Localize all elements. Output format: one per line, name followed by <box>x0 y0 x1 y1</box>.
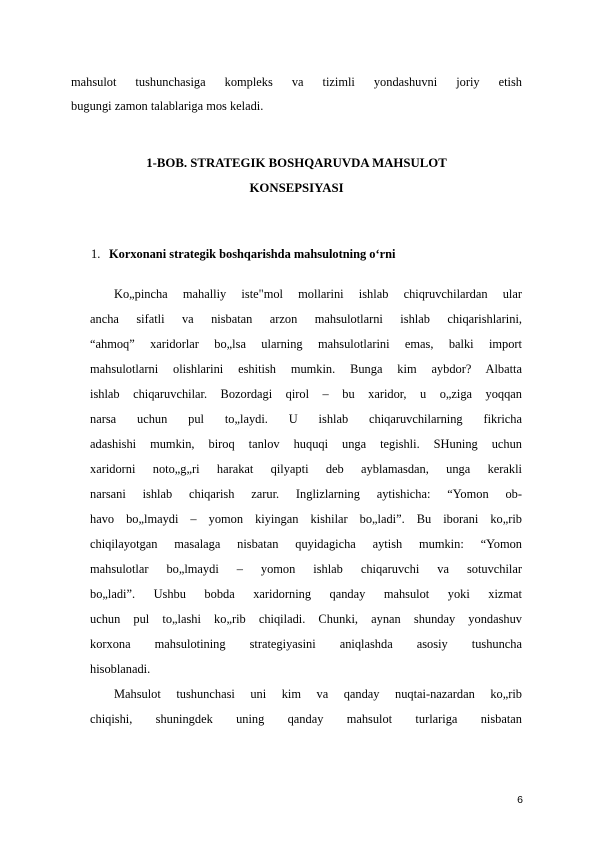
paragraph-line: chiqilayotgan masalaga nisbatan quyidagicha aytish mumkin: “Yomon <box>90 537 522 551</box>
paragraph-line: havo bo„lmaydi – yomon kiyingan kishilar bo„ladi”. Bu iborani ko„rib <box>90 512 522 526</box>
paragraph-line: hisoblanadi. <box>90 662 151 676</box>
paragraph-line: narsa uchun pul to„laydi. U ishlab chiqaruvchilarning fikricha <box>90 412 522 426</box>
intro-line-2: bugungi zamon talablariga mos keladi. <box>71 99 264 113</box>
paragraph-line: korxona mahsulotining strategiyasini aniqlashda asosiy tushuncha <box>90 637 522 651</box>
paragraph-line: Mahsulot tushunchasi uni kim va qanday nuqtai-nazardan ko„rib <box>114 687 522 701</box>
paragraph-line: bo„ladi”. Ushbu bobda xaridorning qanday mahsulot yoki xizmat <box>90 587 522 601</box>
paragraph-line: mahsulotlarni olishlarini eshitish mumkin. Bunga kim aybdor? Albatta <box>90 362 522 376</box>
paragraph-line: adashishi mumkin, biroq tanlov huquqi unga tegishli. SHuning uchun <box>90 437 522 451</box>
section-heading <box>91 246 395 263</box>
paragraph-line: ishlab chiqaruvchilar. Bozordagi qirol – bu xaridor, u o„ziga yoqqan <box>90 387 522 401</box>
paragraph-line: xaridorni noto„g„ri harakat qilyapti deb ayblamasdan, unga kerakli <box>90 462 522 476</box>
paragraph-line: chiqishi, shuningdek uning qanday mahsulot turlariga nisbatan <box>90 712 522 726</box>
paragraph-line: uchun pul to„lashi ko„rib chiqiladi. Chunki, aynan shunday yondashuv <box>90 612 522 626</box>
paragraph-line: Ko„pincha mahalliy iste"mol mollarini ishlab chiqruvchilardan ular <box>114 287 522 301</box>
intro-line-1: mahsulot tushunchasiga kompleks va tizimli yondashuvni joriy etish <box>71 75 522 89</box>
page-number: 6 <box>517 794 523 806</box>
paragraph-line: “ahmoq” xaridorlar bo„lsa ularning mahsulotlarini emas, balki import <box>90 337 522 351</box>
chapter-title-line-2: KONSEPSIYASI <box>249 181 344 195</box>
paragraph-line: mahsulotlar bo„lmaydi – yomon ishlab chiqaruvchi va sotuvchilar <box>90 562 522 576</box>
paragraph-line: ancha sifatli va nisbatan arzon mahsulotlarni ishlab chiqarishlarini, <box>90 312 522 326</box>
section-number: 1. <box>91 247 101 261</box>
paragraph-line: narsani ishlab chiqarish zarur. Inglizlarning aytishicha: “Yomon ob- <box>90 487 522 501</box>
chapter-title-line-1: 1-BOB. STRATEGIK BOSHQARUVDA MAHSULOT <box>146 156 447 170</box>
section-title: Korxonani strategik boshqarishda mahsulotning o‘rni <box>109 247 396 261</box>
